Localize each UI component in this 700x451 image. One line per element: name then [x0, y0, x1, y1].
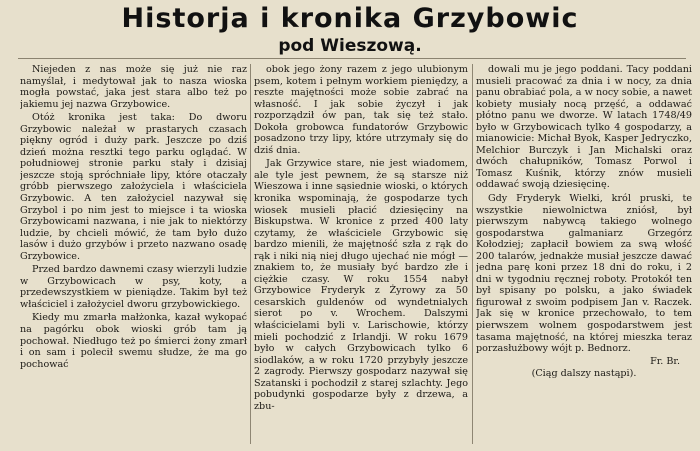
- paragraph: Niejeden z nas może się już nie raz namyślał, i medytował jak to nasza wioska mogła powstać, jaka jest stara albo też po jakiemu jej nazwa Grzybowice.: [20, 64, 247, 110]
- paragraph: dowali mu je jego poddani. Tacy poddani musieli pracować za dnia i w nocy, za dnia panu obrabiać pola, a w nocy sobie, a nawet kobiety musiały nocą przęść, a oddawać płótno panu we dworze. W latach 1748/49 było w Grzybowicach tylko 4 gospodarzy, a mianowicie: Michał Byok, Kasper Jedryczko, Melchior Burczyk i Jan Michalski oraz dwóch chałupników, Tomasz Porwol i Tomasz Kuśnik, którzy znów musieli oddawać swoją dziesięcinę.: [476, 64, 692, 191]
- paragraph: Kiedy mu zmarła małżonka, kazał wykopać na pagórku obok wioski grób tam ją pochował. Niedługo też po śmierci żony zmarł i on sam i polecił swemu słudze, że ma go pochować: [20, 312, 247, 370]
- column-divider: [472, 64, 473, 444]
- article-subtitle: pod Wieszową.: [278, 36, 422, 56]
- column-1: [20, 64, 247, 446]
- paragraph: Otóż kronika jest taka: Do dworu Grzybowic należał w prastarych czasach piękny ogród i duży park. Jeszcze po dziś dzień można resztki tego parku oglądać. W południowej stronie parku stały i dzisiaj jeszcze stoją spróchniałe lipy, które otaczały gróbb pierwszego założyciela i właściciela Grzybowic. A ten założyciel nazywał się Grzybol i po nim jest to miejsce i ta wioska Grzybowicami nazwana, i nie jak to niektórzy ludzie, by chcieli mówić, że tam było dużo lasów i dużo grzybów i przeto nazwano osadę Grzybowice.: [20, 112, 247, 262]
- column-3: [476, 64, 692, 446]
- paragraph: obok jego żony razem z jego ulubionym psem, kotem i pełnym workiem pieniędzy, a reszte majętności może sobie zabrać na własność. I jak sobie życzył i jak rozporządził ów pan, tak się też stało. Dokoła grobowca fundatorów Grzybowic posadzono trzy lipy, które utrzymały się do dziś dnia.: [254, 64, 468, 156]
- header-rule: [18, 58, 686, 59]
- paragraph: Przed bardzo dawnemi czasy wierzyli ludzie w Grzybowicach w psy, koty, a przedewszystkiem w pieniądze. Takim był też właściciel i założyciel dworu grzybowickiego.: [20, 264, 247, 310]
- paragraph: Jak Grzywice stare, nie jest wiadomem, ale tyle jest pewnem, że są starsze niż Wieszowa i inne sąsiednie wioski, o których kronika wspominają, że gospodarze tych wiosek musieli płacić dziesięciny na Biskupstwa. W kronice z przed 400 laty czytamy, że właściciele Grzybowic się bardzo mienili, że majętność szła z rąk do rąk i niki nią niej długo ujechać nie mógł — znakiem to, że musiały być bardzo złe i ciężkie czasy. W roku 1554 nabył Grzybowice Fryderyk z Żyrowy za 50 cesarskich guldenów od wyndetnialych sierot po v. Wrochem. Dalszymi właścicielami byli v. Larischowie, którzy mieli pochodzić z Irlandji. W roku 1679 było w całych Grzybowicach tylko 6 siodlaków, a w roku 1720 przybyły jeszcze 2 zagrody. Pierwszy gospodarz nazywał się Szatanski i pochodził z starej szlachty. Jego pobudynki gospodarze były z drzewa, a zbu-: [254, 158, 468, 412]
- column-2: [254, 64, 468, 446]
- author-signature: Fr. Br.: [650, 355, 680, 367]
- column-divider: [250, 64, 251, 444]
- paragraph: Gdy Fryderyk Wielki, król pruski, te wszystkie niewolnictwa zniósł, był pierwszym nabywcą takiego wolnego gospodarstwa galmaniarz Grzegórz Kołodziej; zapłacił bowiem za swą włość 200 talarów, jednakże musiał jeszcze dawać jedna parę koni przez 18 dni do roku, i 2 dni w tygodniu ręcznej roboty. Protokół ten był spisany po polsku, a jako świadek figurował z swoim podpisem Jan v. Raczek. Jak się w kronice przechowało, to tem pierwszem wolnem gospodarstwem jest tasama majętność, na której mieszka teraz porzasłużbowy wójt p. Bednorz.: [476, 193, 692, 355]
- continuation-note: (Ciąg dalszy nastąpi).: [531, 368, 637, 380]
- article-title: Historja i kronika Grzybowic: [121, 3, 579, 34]
